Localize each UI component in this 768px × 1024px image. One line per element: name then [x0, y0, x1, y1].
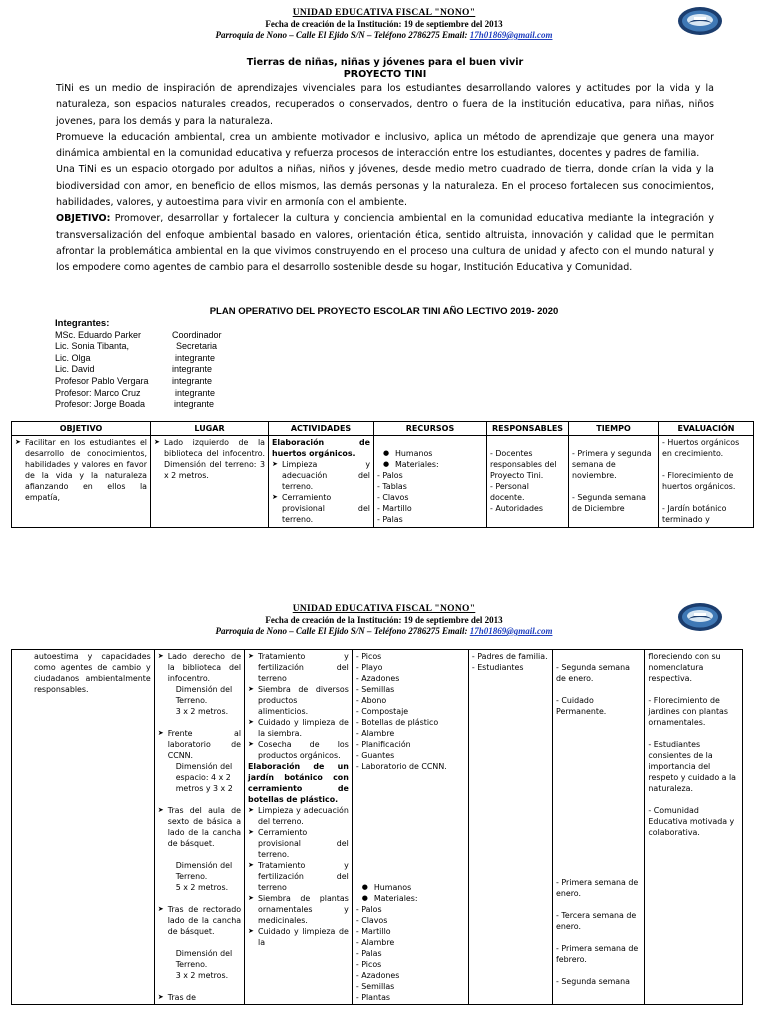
- intro-section: [56, 57, 714, 277]
- activity-item: ➤ Cuidado y limpieza de la siembra.: [248, 718, 349, 738]
- email-link[interactable]: 17h01869@gmail.com: [469, 30, 553, 40]
- col-actividades: ACTIVIDADES: [269, 422, 374, 436]
- paragraph-3: Una TiNi es un espacio otorgado por adultos a niñas, niños y jóvenes, desde medio metro cuadrado de tierra, donde crían la vida y la biodiversidad con amor, en beneficio de ellos mismos, las demás personas y la naturaleza. En el proceso fortalecen sus conocimientos, habilidades, valores, y autoestima para vivir en armonía con el ambiente.: [56, 164, 714, 209]
- activity-item: ➤ Tratamiento y fertilización del terreno: [248, 861, 349, 892]
- arrow-bullet-icon: ➤: [154, 438, 160, 446]
- member-row: Lic. Olga integrante: [55, 352, 216, 363]
- arrow-bullet-icon: ➤: [157, 905, 164, 913]
- objective-label: OBJETIVO:: [56, 213, 111, 225]
- cell-responsables: - Docentes responsables del Proyecto Tini. - Personal docente. - Autoridades: [487, 436, 569, 528]
- members-label: Integrantes:: [55, 318, 110, 329]
- arrow-bullet-icon: ➤: [248, 927, 254, 935]
- project-subtitle: Tierras de niñas, niñas y jóvenes para el buen vivir: [246, 57, 524, 68]
- plan-title: PLAN OPERATIVO DEL PROYECTO ESCOLAR TINI AÑO LECTIVO 2019- 2020: [209, 306, 559, 317]
- activity-item: ➤ Siembra de plantas ornamentales y medicinales.: [248, 894, 349, 925]
- arrow-bullet-icon: ➤: [15, 438, 21, 446]
- activity-item: ➤ Cosecha de los productos orgánicos.: [248, 740, 349, 760]
- table-row: [12, 650, 743, 1005]
- arrow-bullet-icon: ➤: [157, 993, 164, 1001]
- members-list: [55, 318, 222, 411]
- member-row: Profesor: Marco Cruz integrante: [55, 387, 216, 398]
- arrow-bullet-icon: ➤: [248, 828, 254, 836]
- paragraph-1: TiNi es un medio de inspiración de aprendizajes vivenciales para los estudiantes desarrollando valores y actitudes por la vida y la naturaleza, son espacios naturales creados, recuperados o conservados, dentro o fuera de la institución educativa, para niñas, niños jovenes, para los demás y para la naturaleza.: [56, 83, 714, 127]
- arrow-bullet-icon: ➤: [248, 740, 254, 748]
- document-page-2: [0, 596, 768, 1024]
- col-evaluacion: EVALUACIÓN: [659, 422, 754, 436]
- member-row: Lic. Sonia Tibanta, Secretaria: [55, 341, 218, 352]
- place-item: ➤ Tras de rectorado lado de la cancha de básquet.: [157, 905, 242, 936]
- activity-item: ➤ Cerramiento provisional del terreno.: [248, 828, 349, 859]
- place-item: ➤ Tras del aula de sexto de básica a lado de la cancha de básquet.: [157, 806, 242, 848]
- col-tiempo: TIEMPO: [569, 422, 659, 436]
- school-logo-icon: [677, 602, 723, 632]
- dot-bullet-icon: ●: [361, 883, 368, 891]
- arrow-bullet-icon: ➤: [248, 685, 254, 693]
- member-row: Profesor Pablo Vergara integrante: [55, 375, 213, 386]
- cell-actividades: [245, 650, 353, 1005]
- dot-bullet-icon: ●: [361, 894, 368, 902]
- activity-item: ➤ Tratamiento y fertilización del terreno: [248, 652, 349, 683]
- cell-tiempo: - Primera y segunda semana de noviembre. - Segunda semana de Diciembre: [569, 436, 659, 528]
- cell-lugar: ➤ Lado derecho de la biblioteca del infocentro. Dimensión del Terreno. 3 x 2 metros. ➤ Frente al laboratorio de CCNN. Dimensión del espacio: 4 x 2 metros y 3 x 2 ➤ Tras del aula de sexto de básica a lado de la cancha de básquet. Dimensión del Terreno. 5 x 2 metros. ➤ Tras de rectorado lado de la cancha de básquet. Dimensión del Terreno. 3 x 2 metros. ➤ Tras de: [154, 650, 244, 1005]
- arrow-bullet-icon: ➤: [248, 718, 254, 726]
- cell-recursos: - Picos - Playo - Azadones - Semillas - Abono - Compostaje - Botellas de plástico - Alambre - Planificación - Guantes - Laboratorio de CCNN. ● Humanos ● Materiales: - Palos - Clavos - Martillo - Alambre - Palas - Picos - Azadones - Semillas - Plantas: [352, 650, 468, 1005]
- cell-recursos: ● Humanos ● Materiales: - Palos - Tablas - Clavos - Martillo - Palas: [374, 436, 487, 528]
- letterhead: [0, 604, 768, 637]
- school-name: UNIDAD EDUCATIVA FISCAL "NONO": [292, 604, 476, 614]
- activity-title: Elaboración de un jardín botánico con cerramiento de botellas de plástico.: [248, 762, 349, 804]
- arrow-bullet-icon: ➤: [248, 806, 254, 814]
- cell-responsables: - Padres de familia. - Estudiantes: [468, 650, 552, 1005]
- cell-evaluacion: - Huertos orgánicos en crecimiento. - Florecimiento de huertos orgánicos. - Jardín botánico terminado y: [659, 436, 754, 528]
- col-objetivo: OBJETIVO: [12, 422, 151, 436]
- place-item: ➤ Frente al laboratorio de CCNN.: [157, 729, 242, 760]
- objective-paragraph: [56, 211, 714, 276]
- member-row: Lic. David integrante: [55, 364, 213, 375]
- col-lugar: LUGAR: [151, 422, 269, 436]
- arrow-bullet-icon: ➤: [157, 806, 164, 814]
- page-gap: [0, 540, 768, 596]
- dot-bullet-icon: ●: [382, 449, 390, 457]
- school-name: UNIDAD EDUCATIVA FISCAL "NONO": [292, 8, 476, 18]
- activity-item: ➤ Limpieza y adecuación del terreno.: [272, 460, 370, 491]
- school-address: Parroquia de Nono – Calle El Ejido S/N – Teléfono 2786275 Email: 17h01869@gmail.com: [215, 30, 553, 40]
- letterhead: [0, 8, 768, 41]
- activity-title: Elaboración de huertos orgánicos.: [272, 438, 370, 458]
- activity-item: ➤ Cerramiento provisional del terreno.: [272, 493, 370, 524]
- cell-lugar: ➤ Lado izquierdo de la biblioteca del infocentro. Dimensión del terreno: 3 x 2 metros.: [151, 436, 269, 528]
- school-logo-icon: [677, 6, 723, 36]
- cell-tiempo: - Segunda semana de enero. - Cuidado Permanente. - Primera semana de enero. - Tercera semana de enero. - Primera semana de febrero. - Segunda semana: [553, 650, 645, 1005]
- school-address: Parroquia de Nono – Calle El Ejido S/N – Teléfono 2786275 Email: 17h01869@gmail.com: [215, 626, 553, 636]
- email-link[interactable]: 17h01869@gmail.com: [469, 626, 553, 636]
- paragraph-2: Promueve la educación ambiental, crea un ambiente motivador e inclusivo, aplica un método de aprendizaje que genera una mayor dinámica ambiental en la comunidad educativa y refuerza procesos de interacción entre los estudiantes, docentes y padres de familia.: [56, 131, 714, 160]
- member-row: MSc. Eduardo Parker Coordinador: [55, 329, 222, 340]
- arrow-bullet-icon: ➤: [157, 652, 164, 660]
- table-header-row: [12, 422, 754, 436]
- arrow-bullet-icon: ➤: [272, 493, 278, 501]
- plan-table-page-2: [11, 649, 743, 1005]
- founded-date: Fecha de creación de la Institución: 19 de septiembre del 2013: [265, 19, 503, 29]
- arrow-bullet-icon: ➤: [248, 652, 254, 660]
- activity-item: ➤ Limpieza y adecuación del terreno.: [248, 806, 349, 826]
- cell-objetivo: autoestima y capacidades como agentes de cambio y ciudadanos ambientalmente responsables.: [12, 650, 155, 1005]
- dot-bullet-icon: ●: [382, 460, 390, 468]
- place-item: ➤ Lado derecho de la biblioteca del infocentro.: [157, 652, 242, 683]
- cell-actividades: [269, 436, 374, 528]
- objective-text: Promover, desarrollar y fortalecer la cultura y conciencia ambiental en la comunidad educativa mediante la integración y transversalización del enfoque ambiental basado en valores, orientación ética, sentido altruista, innovación y calidad que le permitan afrontar la problemática ambiental en la que vivimos construyendo en el proceso una cultura de unidad y afecto con el mundo natural y los empodere como agentes de cambio para el desarrollo sostenible desde su hogar, Institución Educativa y Comunidad.: [56, 213, 715, 274]
- member-row: Profesor: Jorge Boada integrante: [55, 399, 215, 410]
- activity-item: ➤ Siembra de diversos productos alimenticios.: [248, 685, 349, 716]
- arrow-bullet-icon: ➤: [157, 729, 164, 737]
- table-row: [12, 436, 754, 528]
- founded-date: Fecha de creación de la Institución: 19 de septiembre del 2013: [265, 615, 503, 625]
- col-responsables: RESPONSABLES: [487, 422, 569, 436]
- project-title: PROYECTO TINI: [343, 69, 427, 80]
- col-recursos: RECURSOS: [374, 422, 487, 436]
- activity-item: ➤ Cuidado y limpieza de la: [248, 927, 349, 947]
- arrow-bullet-icon: ➤: [248, 861, 254, 869]
- arrow-bullet-icon: ➤: [272, 460, 278, 468]
- place-item: ➤ Tras de: [157, 993, 196, 1002]
- cell-objetivo: ➤ Facilitar en los estudiantes el desarrollo de conocimientos, habilidades y valores en favor de la vida y la naturaleza afianzando en ellos la empatía,: [12, 436, 151, 528]
- cell-evaluacion: floreciendo con su nomenclatura respectiva. - Florecimiento de jardines con plantas ornamentales. - Estudiantes consientes de la importancia del respeto y cuidado a la naturaleza. - Comunidad Educativa motivada y colaborativa.: [645, 650, 743, 1005]
- plan-table-page-1: [11, 421, 754, 528]
- arrow-bullet-icon: ➤: [248, 894, 254, 902]
